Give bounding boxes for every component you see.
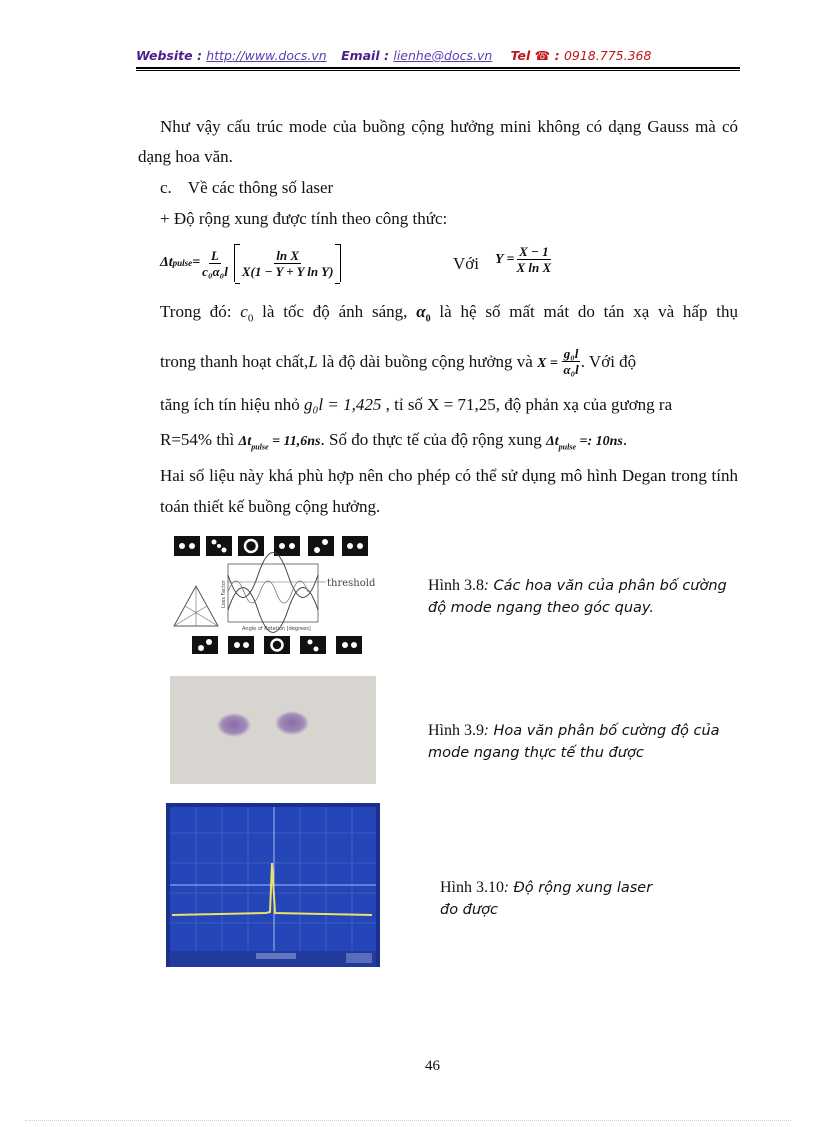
website-label: Website :	[136, 48, 207, 63]
tel-value: 0918.775.368	[563, 48, 652, 63]
mode-spot-left	[217, 713, 251, 737]
bracket-term: $\frac{\text{ln X}}{\text{X(1 − Y + Y ln Y)}}$	[234, 244, 342, 282]
page-number: 46	[425, 1058, 440, 1074]
threshold-label: threshold	[327, 578, 376, 589]
fraction-l-over-c0a0l: $\frac{L}{\text{c₀α₀l}}$	[202, 247, 228, 279]
figure-3-9-image	[170, 676, 376, 784]
y-equation: Y = $\frac{X - 1}{\text{X ln X}}$	[495, 244, 552, 275]
page-header	[136, 48, 736, 63]
figure-3-9-caption: Hình 3.9: Hoa văn phân bố cường độ của mode ngang thực tế thu được	[428, 722, 720, 761]
paragraph-line-3: tăng ích tín hiệu nhỏ g₀l = 1,425 , tỉ số X = 71,25, độ phản xạ của gương ra	[160, 395, 673, 414]
header-rule-thin	[136, 70, 740, 71]
x-axis-label: Angle of Rotation [degrees]	[242, 626, 311, 632]
paragraph-line-1: Trong đó: $c_0$ là tốc độ ánh sáng, $\alpha_0$ là hệ số mất mát do tán xạ và hấp thụ	[160, 302, 739, 325]
website-link[interactable]: http://www.docs.vn	[206, 48, 327, 63]
section-c-heading: c. Về các thông số laser	[160, 178, 334, 197]
paragraph-line-4: R=54% thì $\Delta t_{pulse} = 11,6ns$. Số đo thực tế của độ rộng xung $\Delta t_{pulse}$ =: 10ns.	[160, 430, 628, 452]
paragraph-pulse-width: + Độ rộng xung được tính theo công thức:	[160, 209, 448, 228]
page-bottom-border	[25, 1120, 791, 1121]
email-link[interactable]: lienhe@docs.vn	[393, 48, 493, 63]
email-label: Email :	[341, 48, 394, 63]
paragraph-mode-structure: Như vậy cấu trúc mode của buồng cộng hưởng mini không có dạng Gauss mà có dạng hoa văn.	[138, 117, 738, 166]
mode-spot-right	[275, 711, 309, 735]
pulse-width-equation: Δt pulse = $\frac{L}{\text{c₀α₀l}}$ $\frac{\text{ln X}}{\text{X(1 − Y + Y ln Y)}}$	[160, 244, 341, 282]
header-rule	[136, 67, 740, 69]
paragraph-degan-model: Hai số liệu này khá phù hợp nên cho phép có thể sử dụng mô hình Degan trong tính toán thiết kế buồng cộng hưởng.	[160, 466, 738, 516]
figure-3-8-image	[168, 530, 390, 656]
figure-3-8-caption: Hình 3.8: Các hoa văn của phân bố cường độ mode ngang theo góc quay.	[428, 577, 727, 616]
y-axis-label: Loss Factor	[221, 580, 227, 608]
paragraph-line-2: trong thanh hoạt chất, L là độ dài buồng cộng hưởng và X = $\frac{\text{g₀l}}{\text{α₀l}}$ . Với độ	[160, 346, 637, 377]
figure-3-10-image	[166, 803, 380, 967]
with-label: Với	[453, 254, 479, 273]
tel-label: Tel ☎ :	[510, 48, 564, 63]
figure-3-10-caption: Hình 3.10: Độ rộng xung laser đo được	[440, 879, 653, 918]
mode-patterns-diagram	[168, 530, 390, 656]
